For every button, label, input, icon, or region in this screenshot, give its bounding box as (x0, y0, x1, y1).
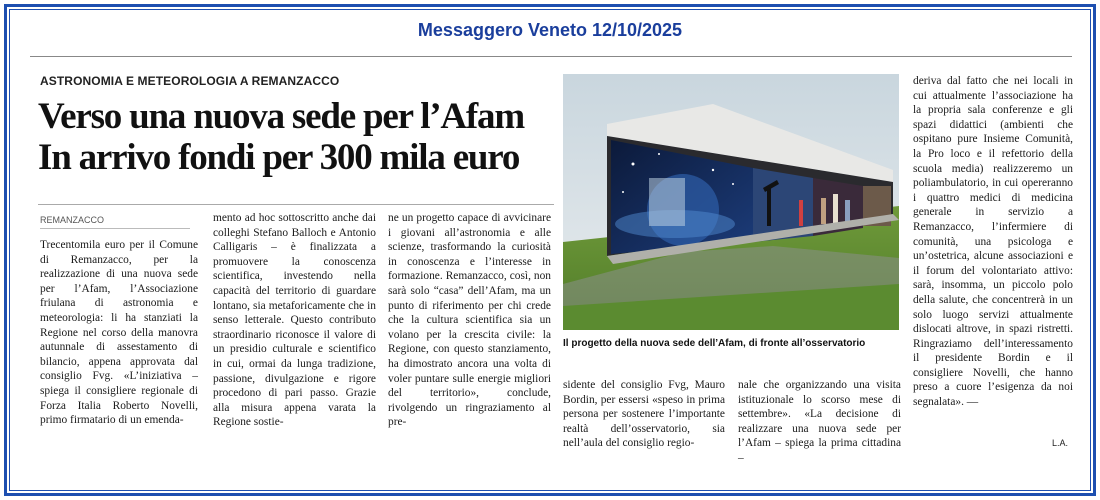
column-1-text: Trecentomila euro per il Comune di Remanzacco, per la realizzazione di una nuova sede per l’Afam, l’Associazione friulana di astronomia e meteorologia: li ha stanziati la Regione nel corso della manovra autunnale di assestamento di bilancio, appena approvata dal consiglio Fvg. «L’iniziativa – spiega il consigliere regionale di Forza Italia Roberto Novelli, primo firmatario di un emenda- (40, 239, 198, 427)
article-column-4 (563, 378, 725, 451)
headline-line-2: In arrivo fondi per 300 mila euro (38, 137, 520, 178)
top-rule (30, 56, 1072, 57)
headline (38, 96, 568, 178)
building-rendering-photo (563, 74, 899, 330)
column-6-text: deriva dal fatto che nei locali in cui attualmente l’associazione ha la propria sala conferenze e gli spazi didattici (ambienti che ospitano pure Insieme Comunità, la Pro loco e il refettorio della scuola media) realizzeremo un poliambulatorio, in cui opereranno i quattro medici di medicina generale in servizio a Remanzacco, l’infermiere di comunità, una psicologa e un’ostetrica, alcune associazioni e il forum del volontariato attivo: sarà, insomma, un piccolo polo della salute, che concentrerà in un solo luogo servizi attualmente dislocati altrove, in spazi ristretti. Ringraziamo dell’interessamento il presidente Bordin e il consigliere Novelli, che hanno preso a cuore l’esigenza da noi segnalata». — (913, 75, 1073, 409)
headline-rule (38, 204, 554, 205)
article-column-5 (738, 378, 901, 466)
dateline: REMANZACCO (40, 215, 105, 225)
article-column-2 (213, 211, 376, 430)
masthead: Messaggero Veneto 12/10/2025 (417, 20, 683, 40)
kicker: ASTRONOMIA E METEOROLOGIA A REMANZACCO (40, 74, 340, 88)
photo-caption: Il progetto della nuova sede dell’Afam, di fronte all’osservatorio (563, 338, 866, 349)
author-signature: L.A. (1052, 438, 1069, 448)
column-4-text: sidente del consiglio Fvg, Mauro Bordin, per essersi «speso in prima persona per sostenere l’importante realtà dell’osservatorio, sia nell’aula del consiglio regio- (563, 379, 725, 450)
headline-line-1: Verso una nuova sede per l’Afam (38, 96, 524, 137)
column-3-text: ne un progetto capace di avvicinare i giovani all’astronomia e alle scienze, trasformando la curiosità in conoscenza e l’interesse in formazione. Remanzacco, così, non sarà solo “casa” dell’Afam, ma un punto di riferimento per chi crede che la cultura scientifica sia un volano per la crescita civile: la Regione, con questo stanziamento, ha dimostrato ancora una volta di voler puntare sulle energie migliori del territorio», conclude, rivolgendo un ringraziamento al pre- (388, 212, 551, 429)
article-column-3 (388, 211, 551, 430)
column-5-text: nale che organizzando una visita istituzionale lo scorso mese di settembre». «La decisione di realizzare una nuova sede per l’Afam – spiega la prima cittadina – (738, 379, 901, 464)
article-column-1 (40, 238, 198, 428)
article-column-6 (913, 74, 1073, 410)
column-2-text: mento ad hoc sottoscritto anche dai colleghi Stefano Balloch e Antonio Calligaris – è finalizzata a promuovere la conoscenza scientifica, investendo nella capacità del territorio di guardare lontano, sia metaforicamente che in senso letterale. Questo contributo straordinario riconosce il valore di un presidio culturale e scientifico in cui, ormai da lunga tradizione, passione, divulgazione e rigore procedono di pari passo. Grazie alla misura appena varata la Regione sostie- (213, 212, 376, 429)
dateline-rule (40, 228, 190, 229)
